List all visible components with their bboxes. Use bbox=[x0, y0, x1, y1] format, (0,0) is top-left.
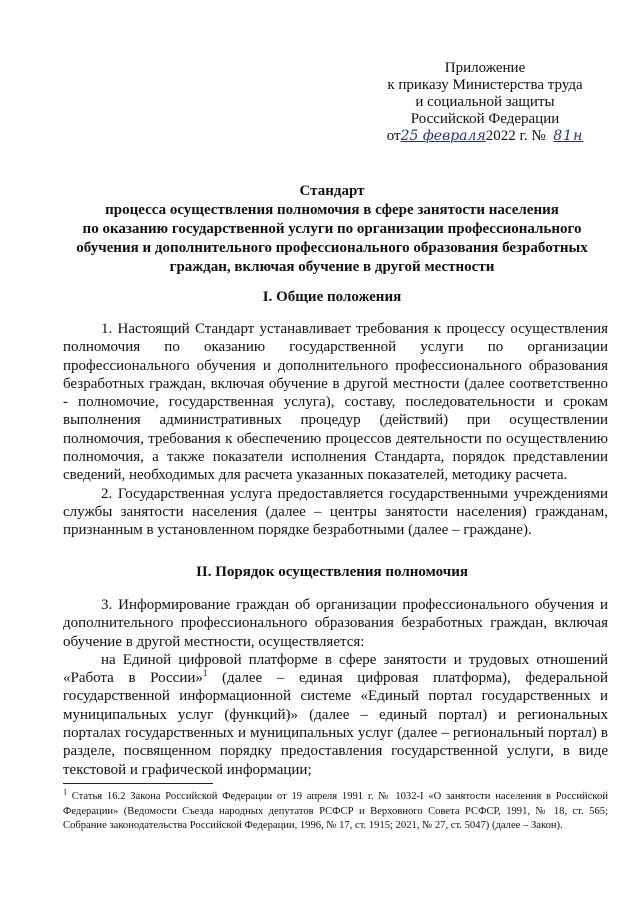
paragraph-2: 2. Государственная услуга предоставляется государственными учреждениями службы занятости населения (далее – центры занятости населения) гражданам, признанным в установленном порядке безработными (далее – граждане). bbox=[63, 485, 608, 539]
paragraph-3: 3. Информирование граждан об организации профессионального обучения и дополнительного профессионального образования безработных граждан, включая обучение в другой местности, осуществляется: bbox=[63, 597, 608, 650]
title-line-5: граждан, включая обучение в другой местности bbox=[169, 259, 495, 275]
title-line-1: Стандарт bbox=[299, 183, 365, 199]
appendix-country-line: Российской Федерации bbox=[410, 111, 560, 127]
section-1-body bbox=[63, 320, 608, 540]
section-1-heading: I. Общие положения bbox=[262, 289, 402, 305]
title-line-3: по оказанию государственной услуги по организации профессионального bbox=[82, 221, 582, 237]
section-2-body bbox=[63, 596, 608, 779]
title-line-4: обучения и дополнительного профессионального образования безработных bbox=[76, 240, 588, 256]
paragraph-1: 1. Настоящий Стандарт устанавливает требования к процессу осуществления полномочия по оказанию государственной услуги по организации профессионального обучения и дополнительного профессионального образования безработных граждан, включая обучение в другой местности (далее соответственно - полномочие, государственная услуга), составу, последовательности и срокам выполнения административных процедур (действий) при осуществлении полномочия, требования к обеспечению процессов деятельности по осуществлению полномочия, а также показатели исполнения Стандарта, порядок представлении сведений, необходимых для расчета указанных показателей, методику расчета. bbox=[63, 321, 608, 484]
order-year: 2022 г. № bbox=[485, 128, 546, 144]
footnote-reference: 1 bbox=[202, 668, 208, 679]
footnote-mark: 1 bbox=[63, 787, 67, 797]
appendix-ministry-line: и социальной защиты bbox=[415, 94, 555, 110]
section-2-heading: II. Порядок осуществления полномочия bbox=[196, 564, 468, 580]
footnote-separator bbox=[63, 783, 213, 784]
paragraph-4 bbox=[63, 651, 608, 779]
appendix-block bbox=[380, 60, 590, 145]
order-number-handwritten: 81н bbox=[553, 128, 584, 144]
appendix-order-ref: к приказу Министерства труда bbox=[387, 77, 583, 93]
order-prefix: от bbox=[386, 128, 401, 144]
order-date-handwritten: 25 февраля bbox=[400, 128, 486, 144]
document-title bbox=[62, 182, 602, 277]
footnote-text: Статья 16.2 Закона Российской Федерации от 19 апреля 1991 г. № 1032-I «О занятости населения в Российской Федерации» (Ведомости Съезда народных депутатов РСФСР и Верховного Совета РСФСР, 1991, № 18, ст. 565; Собрание законодательства Российской Федерации, 1996, № 17, ст. 1915; 2021, № 27, ст. 5047) (далее – Закон). bbox=[63, 791, 608, 831]
title-line-2: процесса осуществления полномочия в сфере занятости населения bbox=[105, 202, 559, 218]
appendix-title: Приложение bbox=[444, 60, 526, 76]
footnote bbox=[63, 787, 608, 834]
paragraph-4-text-start: на Единой цифровой платформе в сфере занятости и трудовых отношений «Работа в России» bbox=[63, 651, 608, 687]
paragraph-4-text-end: (далее – единая цифровая платформа), федеральной государственной информационной системе «Единый портал государственных и муниципальных услуг (функций)» (далее – единый портал) и региональных порталах государственных и муниципальных услуг (далее – региональный портал) в разделе, посвященном порядку предоставления государственной услуги, в виде текстовой и графической информации; bbox=[63, 670, 608, 778]
order-date-line bbox=[380, 128, 590, 145]
